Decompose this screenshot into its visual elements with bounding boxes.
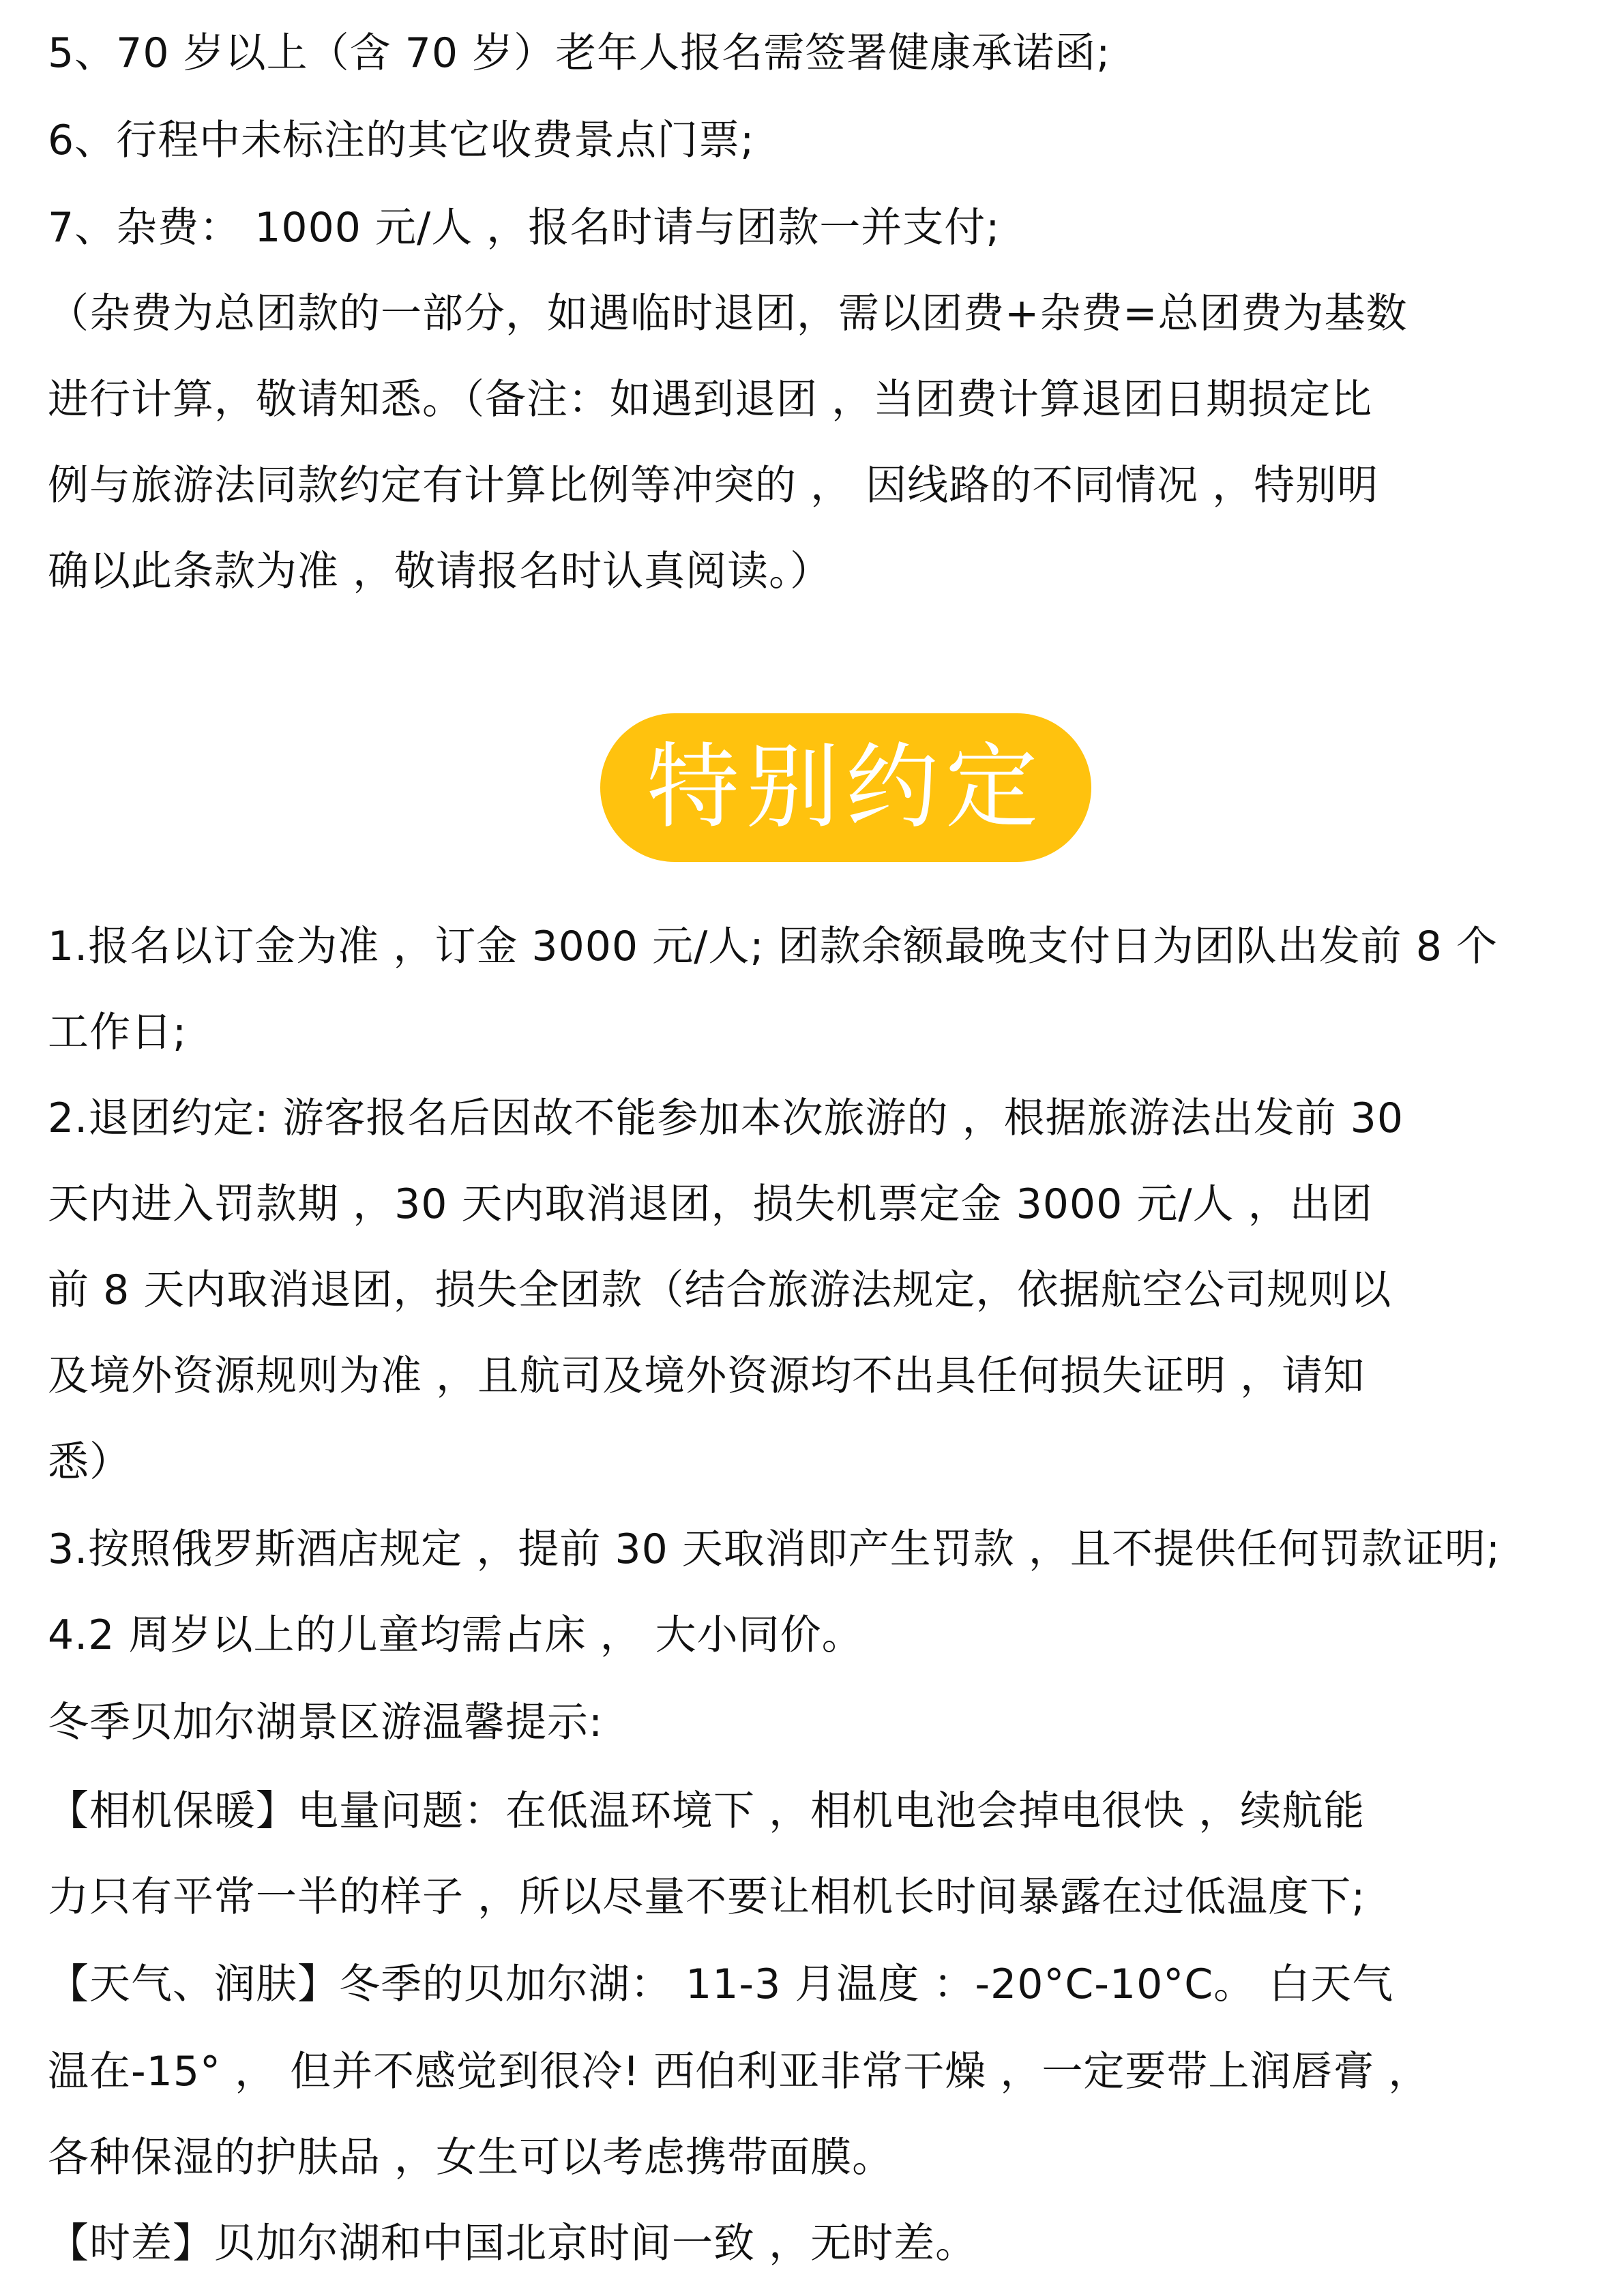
tips-line: 各种保湿的护肤品 ，女生可以考虑携带面膜。 xyxy=(48,2134,894,2181)
fee-note-line: 进行计算，敬请知悉。（备注：如遇到退团 ，当团费计算退团日期损定比 xyxy=(48,376,1373,423)
special-clause-line: 悉） xyxy=(48,1438,131,1486)
special-clause-line: 3.按照俄罗斯酒店规定 ，提前 30 天取消即产生罚款 ，且不提供任何罚款证明; xyxy=(48,1525,1501,1573)
fee-item-5: 5、70 岁以上（含 70 岁）老年人报名需签署健康承诺函; xyxy=(48,29,1111,77)
tips-line: 【相机保暖】电量问题：在低温环境下 ，相机电池会掉电很快 ，续航能 xyxy=(48,1787,1365,1835)
special-clause-line: 2.退团约定: 游客报名后因故不能参加本次旅游的 ，根据旅游法出发前 30 xyxy=(48,1094,1404,1142)
tips-line: 【天气、润肤】冬季的贝加尔湖： 11-3 月温度 ：-20°C-10°C。 白天气 xyxy=(48,1960,1394,2008)
tips-heading: 冬季贝加尔湖景区游温馨提示: xyxy=(48,1699,604,1746)
tips-line: 【时差】贝加尔湖和中国北京时间一致 ，无时差。 xyxy=(48,2220,977,2267)
special-clause-line: 工作日; xyxy=(48,1009,188,1056)
fee-item-6: 6、行程中未标注的其它收费景点门票; xyxy=(48,117,755,164)
section-title-badge xyxy=(600,713,1091,862)
fee-item-7: 7、杂费： 1000 元/人 ，报名时请与团款一并支付; xyxy=(48,204,1001,252)
special-clause-line: 及境外资源规则为准 ，且航司及境外资源均不出具任何损失证明 ，请知 xyxy=(48,1352,1365,1400)
tips-line: 温在-15° ， 但并不感觉到很冷! 西伯利亚非常干燥 ，一定要带上润唇膏 ， xyxy=(48,2048,1430,2096)
section-title: 特别约定 xyxy=(647,734,1045,841)
fee-note-line: 例与旅游法同款约定有计算比例等冲突的 ， 因线路的不同情况 ，特别明 xyxy=(48,462,1379,509)
special-clause-line: 1.报名以订金为准 ，订金 3000 元/人; 团款余额最晚支付日为团队出发前 8 个 xyxy=(48,923,1498,970)
special-clause-line: 4.2 周岁以上的儿童均需占床 ， 大小同价。 xyxy=(48,1611,863,1659)
special-clause-line: 天内进入罚款期 ，30 天内取消退团，损失机票定金 3000 元/人 ，出团 xyxy=(48,1180,1373,1228)
fee-note-line: 确以此条款为准 ，敬请报名时认真阅读。） xyxy=(48,548,832,595)
special-clause-line: 前 8 天内取消退团，损失全团款（结合旅游法规定，依据航空公司规则以 xyxy=(48,1266,1392,1314)
fee-note-line: （杂费为总团款的一部分，如遇临时退团，需以团费+杂费=总团费为基数 xyxy=(48,290,1408,338)
tips-line: 力只有平常一半的样子 ，所以尽量不要让相机长时间暴露在过低温度下; xyxy=(48,1873,1366,1921)
